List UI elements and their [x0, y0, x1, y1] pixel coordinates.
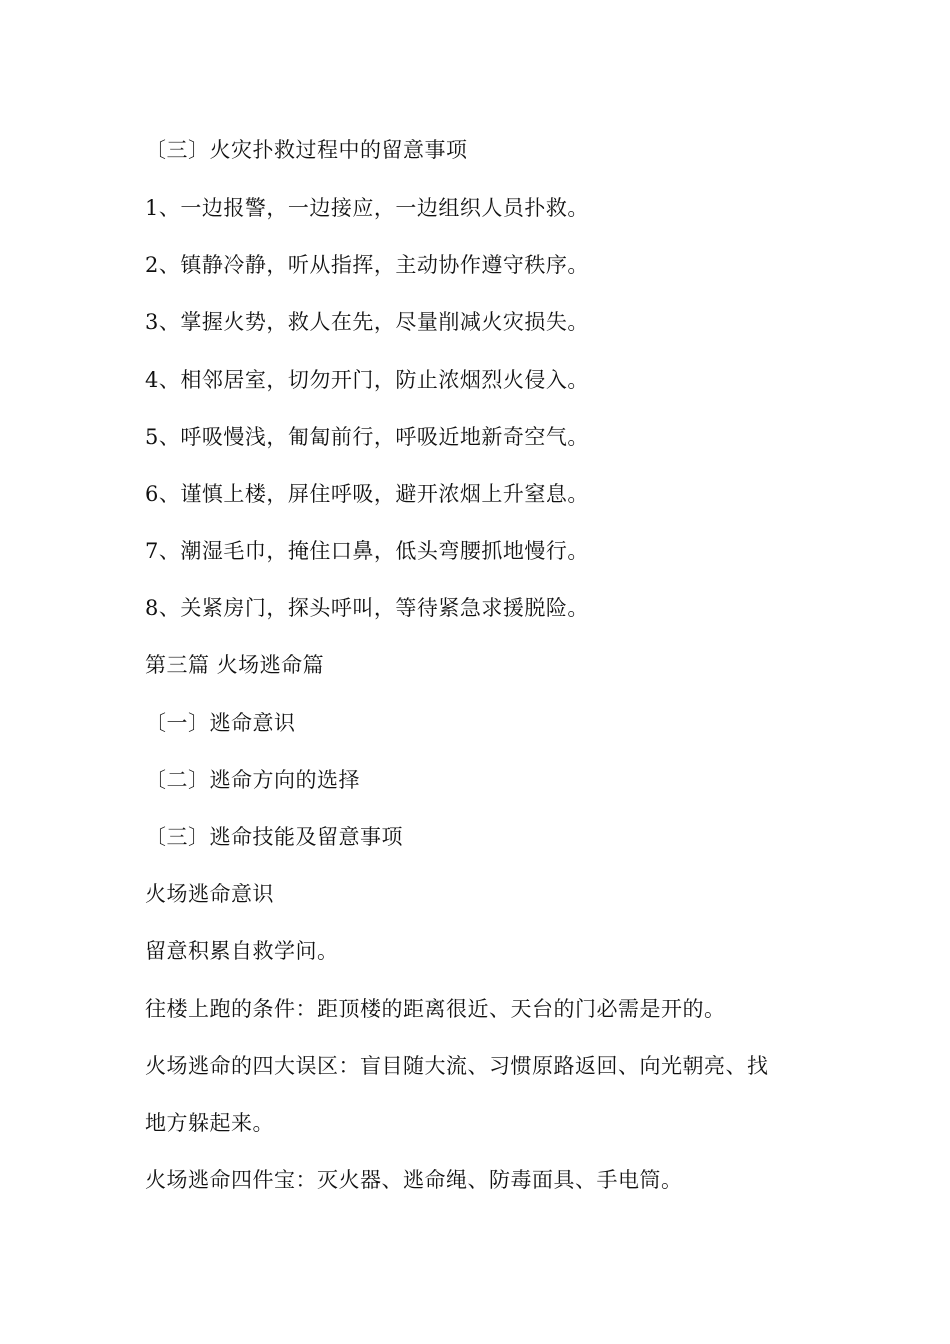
paragraph: 留意积累自救学问。	[145, 939, 339, 963]
list-item-5: 5、呼吸慢浅，匍匐前行，呼吸近地新奇空气。	[145, 425, 589, 449]
paragraph: 往楼上跑的条件：距顶楼的距离很近、天台的门必需是开的。	[145, 997, 726, 1021]
chapter-title: 第三篇 火场逃命篇	[145, 653, 325, 677]
list-item-4: 4、相邻居室，切勿开门，防止浓烟烈火侵入。	[145, 368, 589, 392]
outline-item-2: 〔二〕逃命方向的选择	[145, 768, 360, 792]
list-item-6: 6、谨慎上楼，屏住呼吸，避开浓烟上升窒息。	[145, 482, 589, 506]
paragraph: 火场逃命四件宝：灭火器、逃命绳、防毒面具、手电筒。	[145, 1168, 683, 1192]
list-item-3: 3、掌握火势，救人在先，尽量削减火灾损失。	[145, 310, 589, 334]
paragraph-continuation: 地方躲起来。	[145, 1111, 274, 1135]
list-item-8: 8、关紧房门，探头呼叫，等待紧急求援脱险。	[145, 596, 589, 620]
list-item-7: 7、潮湿毛巾，掩住口鼻，低头弯腰抓地慢行。	[145, 539, 589, 563]
list-item-2: 2、镇静冷静，听从指挥，主动协作遵守秩序。	[145, 253, 589, 277]
list-item-1: 1、一边报警，一边接应，一边组织人员扑救。	[145, 196, 589, 220]
paragraph: 火场逃命的四大误区：盲目随大流、习惯原路返回、向光朝亮、找	[145, 1054, 769, 1078]
outline-item-1: 〔一〕逃命意识	[145, 711, 296, 735]
outline-item-3: 〔三〕逃命技能及留意事项	[145, 825, 403, 849]
section-heading-precautions: 〔三〕火灾扑救过程中的留意事项	[145, 138, 468, 162]
subsection-title: 火场逃命意识	[145, 882, 274, 906]
